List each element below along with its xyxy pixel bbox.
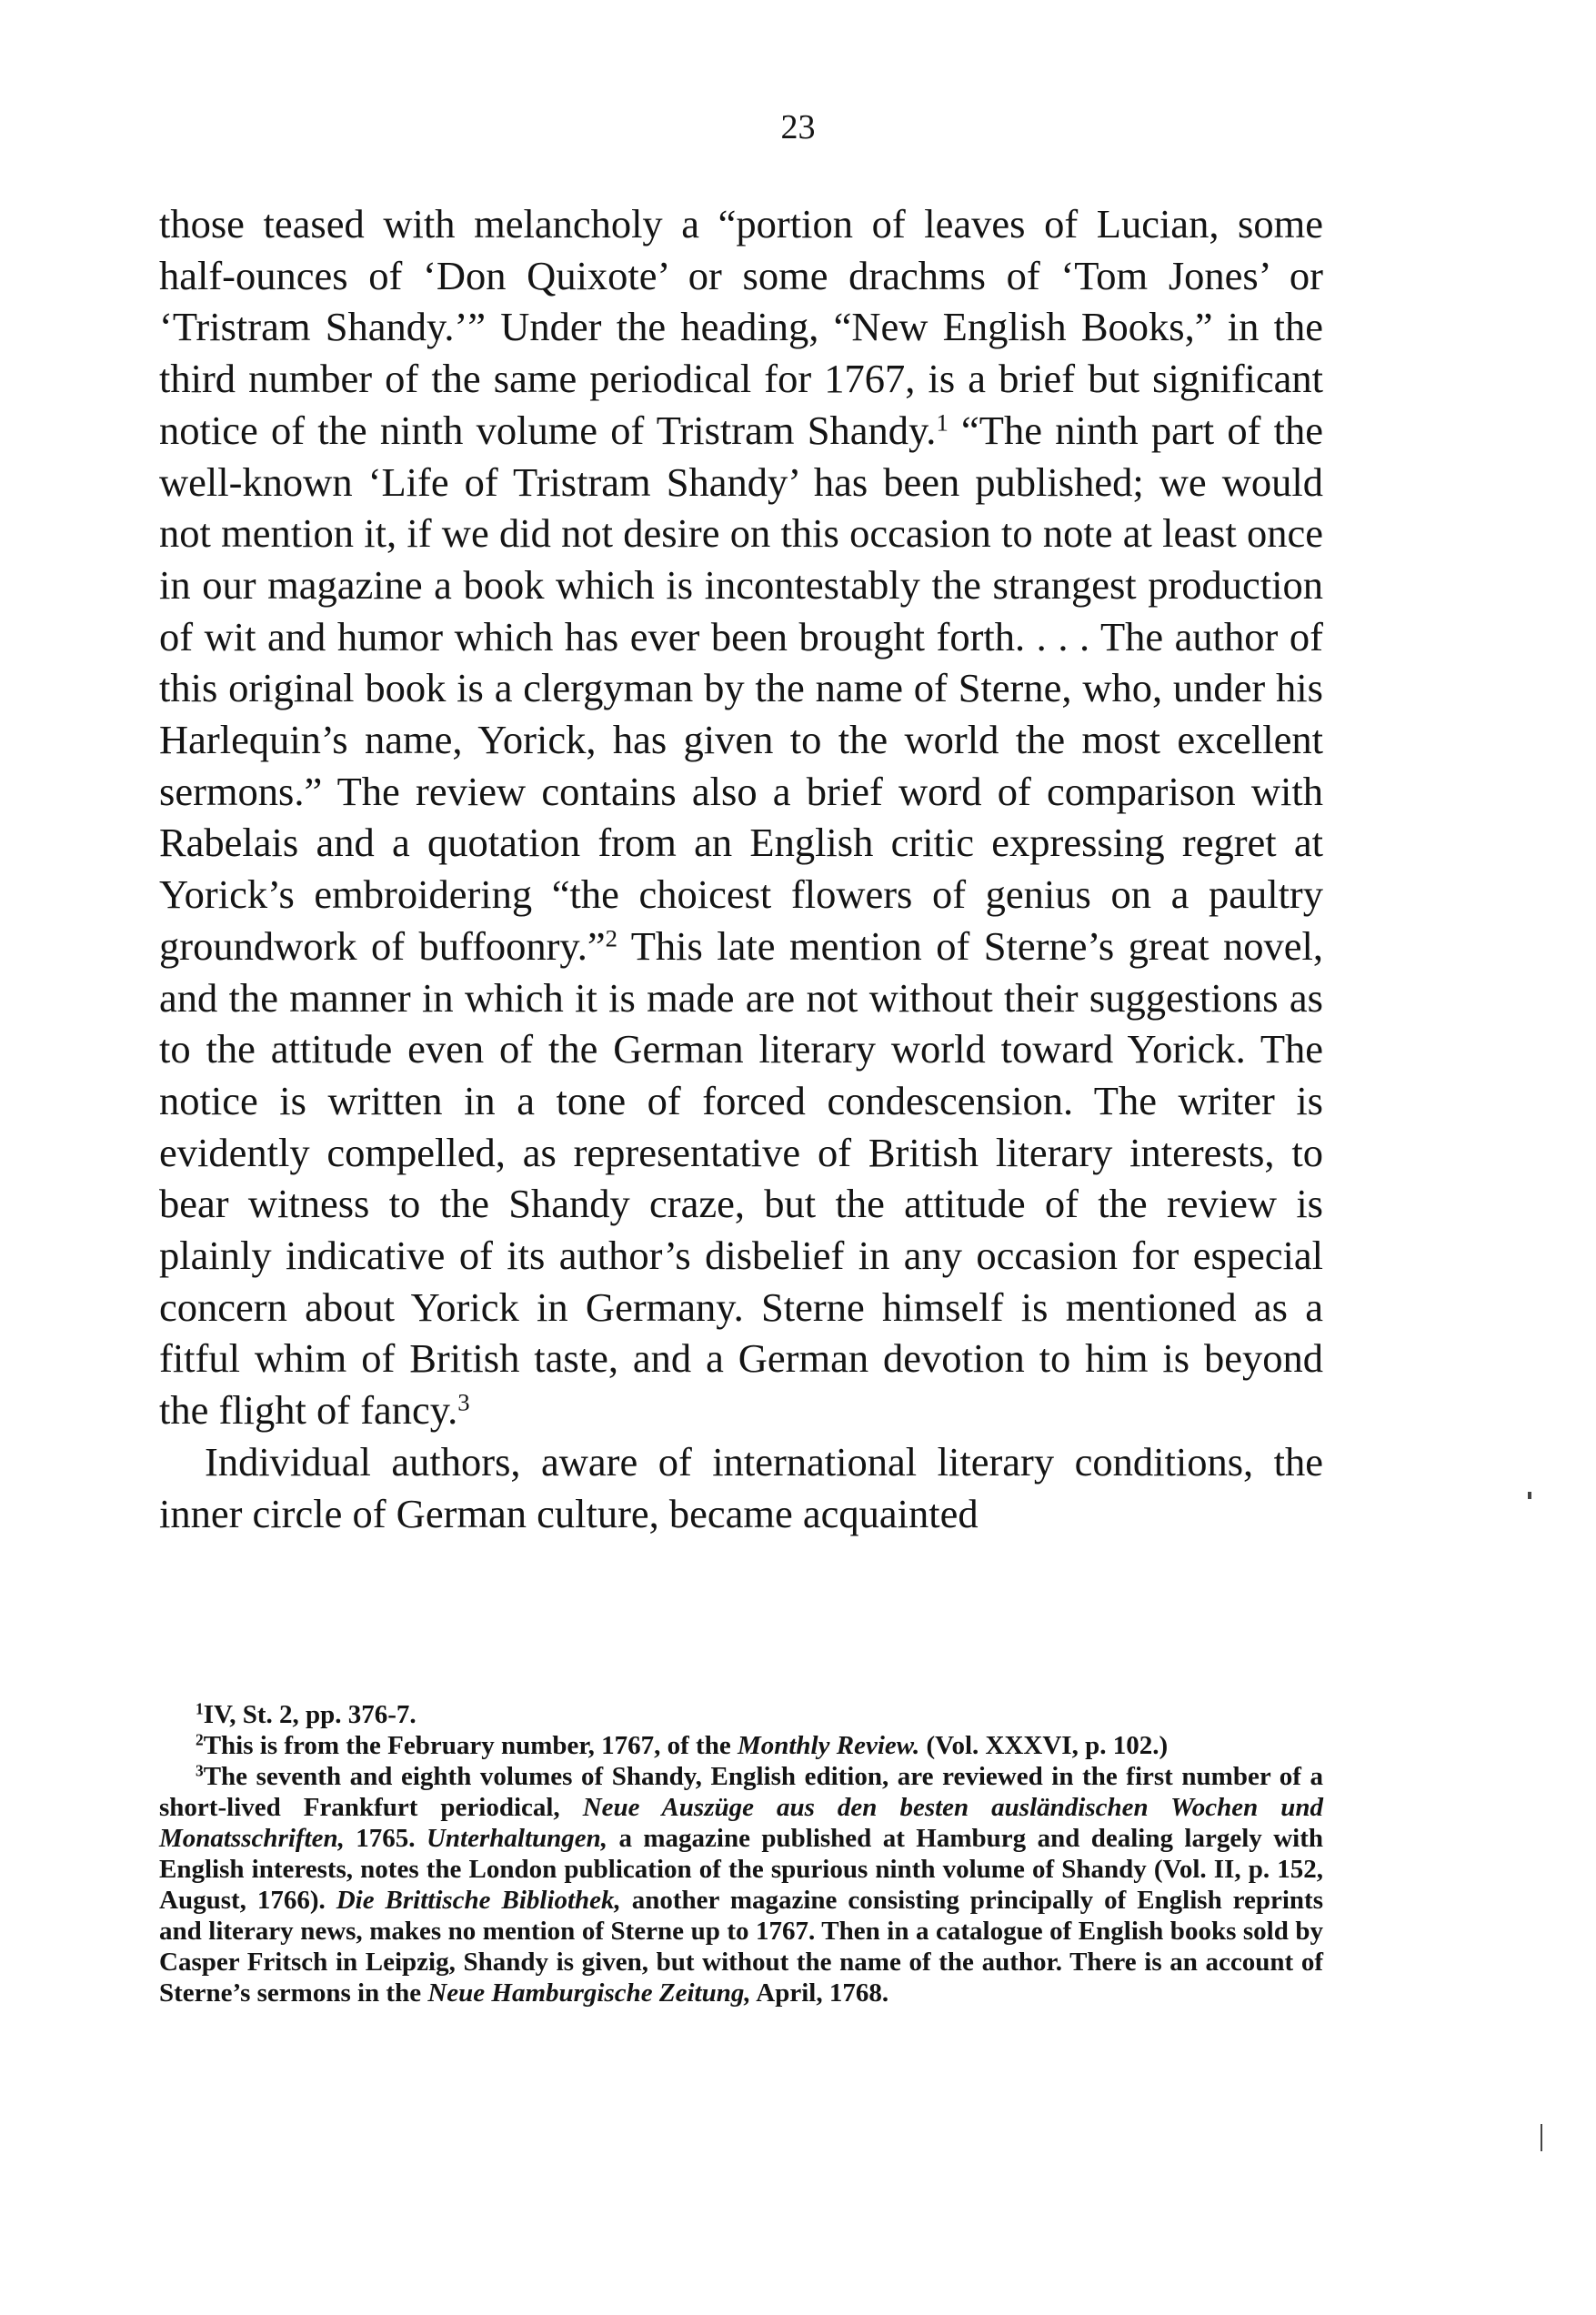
footnote-ref-1: 1 (936, 408, 949, 437)
footnote-3-title-1: Neue Auszüge aus den besten ausländischen Wochen und Monatsschriften, (159, 1793, 1323, 1853)
footnote-3-title-4: Neue Hamburgische Zeitung, (427, 1978, 751, 2008)
footnote-3-text: a magazine published at Hamburg and dealing largely with English interests, notes the London publication of the spurious ninth volume of Shandy (Vol. II, p. 152, August, 1766). (159, 1824, 1323, 1915)
scan-artifact-edge (1541, 2124, 1542, 2151)
footnote-3 (159, 1761, 1323, 2008)
footnote-3-text: The seventh and eighth volumes of Shandy, English edition, are reviewed in the first number of a short-lived Frankfurt periodical, (159, 1762, 1323, 1822)
footnotes (159, 1699, 1323, 2008)
footnote-3-text: 1765. (344, 1824, 427, 1853)
footnote-2-marker: 2 (196, 1730, 204, 1749)
paragraph-1 (159, 198, 1323, 1436)
footnote-3-title-3: Die Brittische Bibliothek, (336, 1886, 621, 1915)
page-number: 23 (780, 108, 816, 146)
footnote-3-marker: 3 (196, 1761, 204, 1780)
paragraph-1-part-a: those teased with melancholy a “portion of leaves of Lucian, some half-ounces of ‘Don Quixote’ or some drachms of ‘Tom Jones’ or ‘Tristram Shandy.’” Under the heading, “New English Books,” in the third number of the same periodical for 1767, is a brief but significant notice of the ninth volume of Tristram Shandy. (159, 201, 1323, 453)
footnote-1 (159, 1699, 1323, 1730)
footnote-2 (159, 1730, 1323, 1761)
footnote-2-text: This is from the February number, 1767, of the (203, 1731, 738, 1760)
footnote-3-title-2: Unterhaltungen, (426, 1824, 608, 1853)
paragraph-2: Individual authors, aware of international literary conditions, the inner circle of German culture, became acquainted (159, 1438, 1323, 1536)
footnote-3-text: April, 1768. (750, 1978, 889, 2008)
scan-artifact-mark (1528, 1492, 1531, 1499)
footnote-3-text: another magazine consisting principally of English reprints and literary news, makes no mention of Sterne up to 1767. Then in a catalogue of English books sold by Casper Fritsch in Leipzig, Shandy is given, but without the name of the author. There is an account of Sterne’s sermons in the (159, 1886, 1323, 2008)
footnote-ref-3: 3 (457, 1388, 470, 1416)
footnote-1-marker: 1 (196, 1699, 204, 1718)
paragraph-1-part-b: “The ninth part of the well-known ‘Life of Tristram Shandy’ has been published; we would not mention it, if we did not desire on this occasion to note at least once in our magazine a book which is incontestably the strangest production of wit and humor which has ever been brought forth. . . . The author of this original book is a clergyman by the name of Sterne, who, under his Harlequin’s name, Yorick, has given to the world the most excellent sermons.” The review contains also a brief word of comparison with Rabelais and a quotation from an English critic expressing regret at Yorick’s embroidering “the choicest flowers of genius on a paultry groundwork of buffoonry.” (159, 407, 1324, 969)
footnote-2-citation: (Vol. XXXVI, p. 102.) (919, 1731, 1169, 1760)
body-text (159, 198, 1323, 1539)
footnote-1-text: IV, St. 2, pp. 376-7. (203, 1700, 417, 1729)
footnote-ref-2: 2 (605, 924, 618, 952)
paragraph-1-part-c: This late mention of Sterne’s great novel, and the manner in which it is made are not without their suggestions as to the attitude even of the German literary world toward Yorick. The notice is written in a tone of forced condescension. The writer is evidently compelled, as representative of British literary interests, to bear witness to the Shandy craze, but the attitude of the review is plainly indicative of its author’s disbelief in any occasion for especial concern about Yorick in Germany. Sterne himself is mentioned as a fitful whim of British taste, and a German devotion to him is beyond the flight of fancy. (159, 922, 1324, 1434)
footnote-2-title: Monthly Review. (737, 1731, 920, 1760)
